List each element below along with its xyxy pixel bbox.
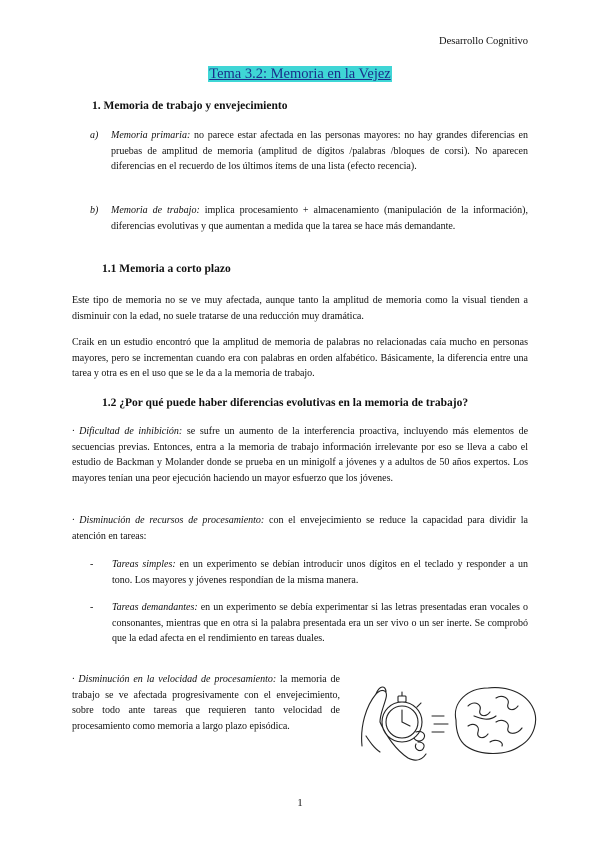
bullet-term: Tareas demandantes:	[112, 602, 198, 613]
page-number: 1	[297, 797, 303, 809]
stopwatch-brain-illustration	[356, 676, 540, 768]
paragraph-term: · Disminución de recursos de procesamiento:	[72, 515, 265, 526]
item-term: Memoria primaria:	[111, 130, 191, 141]
running-header: Desarrollo Cognitivo	[439, 36, 528, 47]
paragraph: Este tipo de memoria no se ve muy afectada, aunque tanto la amplitud de memoria como la visual tienden a disminuir con la edad, no suele tratarse de una reducción muy dramática.	[72, 295, 528, 322]
paragraph-term: · Disminución en la velocidad de procesamiento:	[72, 674, 277, 685]
brain-icon	[455, 688, 535, 754]
item-label: a)	[90, 130, 99, 141]
bullet-term: Tareas simples:	[112, 559, 176, 570]
section-heading-1: 1. Memoria de trabajo y envejecimiento	[92, 100, 288, 112]
item-label: b)	[90, 205, 99, 216]
item-text: implica procesamiento + almacenamiento (manipulación de la información), diferencias evolutivas y que aumentan a medida que la tarea se hace más demandante.	[111, 205, 528, 232]
bullet-item-simples	[90, 557, 528, 588]
paragraph-text: se sufre un aumento de la interferencia proactiva, incluyendo más elementos de secuencias previas. Entonces, entra a la memoria de trabajo información irrelevante por eso se lleva a cabo el estudio de Backman y Molander donde se prueba en un minigolf a jóvenes y a adultos de 50 años expertos. Los mayores tenían una peor ejecución haciendo un mayor esfuerzo que los jóvenes.	[72, 426, 529, 484]
section-heading-1-2: 1.2 ¿Por qué puede haber diferencias evolutivas en la memoria de trabajo?	[102, 397, 469, 409]
bullet-item-demandantes	[90, 600, 528, 647]
list-item-b	[92, 203, 528, 234]
paragraph-inhibicion	[72, 424, 528, 486]
bullet-text: en un experimento se debía experimentar si las letras presentadas eran vocales o consonantes, mientras que en otra si la palabra presentada era un ser vivo o un ser inerte. Se comprobó que la edad afecta en el rendimiento en tareas duales.	[112, 602, 528, 645]
item-text: no parece estar afectada en las personas mayores: no hay grandes diferencias en pruebas de amplitud de memoria (amplitud de dígitos /palabras /bloques de corsi). No aparecen diferencias en el recuerdo de los últimos ítems de una lista (efecto recencia).	[111, 130, 528, 173]
item-term: Memoria de trabajo:	[111, 205, 200, 216]
paragraph: Craik en un estudio encontró que la amplitud de memoria de palabras no relacionadas caía mucho en personas mayores, pero se incrementan cuando era con palabras en orden alfabético. Básicamente, la diferencia entre una tarea y otra es en el uso que se le da a la memoria de trabajo.	[72, 337, 528, 380]
paragraph-term: · Dificultad de inhibición:	[72, 426, 183, 437]
paragraph-velocidad	[72, 672, 340, 734]
section-heading-1-1: 1.1 Memoria a corto plazo	[102, 263, 231, 275]
list-item-a	[92, 128, 528, 175]
bullet-text: en un experimento se debían introducir unos dígitos en el teclado y responder a un tono. Los mayores y jóvenes respondían de la misma manera.	[112, 559, 528, 586]
document-title	[0, 66, 600, 83]
title-text: Tema 3.2: Memoria en la Vejez	[209, 66, 391, 82]
bullet-dash: -	[90, 559, 94, 570]
paragraph-text: con el envejecimiento se reduce la capacidad para dividir la atención en tareas:	[72, 515, 528, 542]
bullet-dash: -	[90, 602, 94, 613]
paragraph-text: la memoria de trabajo se ve afectada progresivamente con el envejecimiento, sobre todo ante tareas que requieren tanto velocidad de procesamiento como memoria a largo plazo episódica.	[72, 674, 340, 732]
paragraph-recursos	[72, 513, 528, 544]
